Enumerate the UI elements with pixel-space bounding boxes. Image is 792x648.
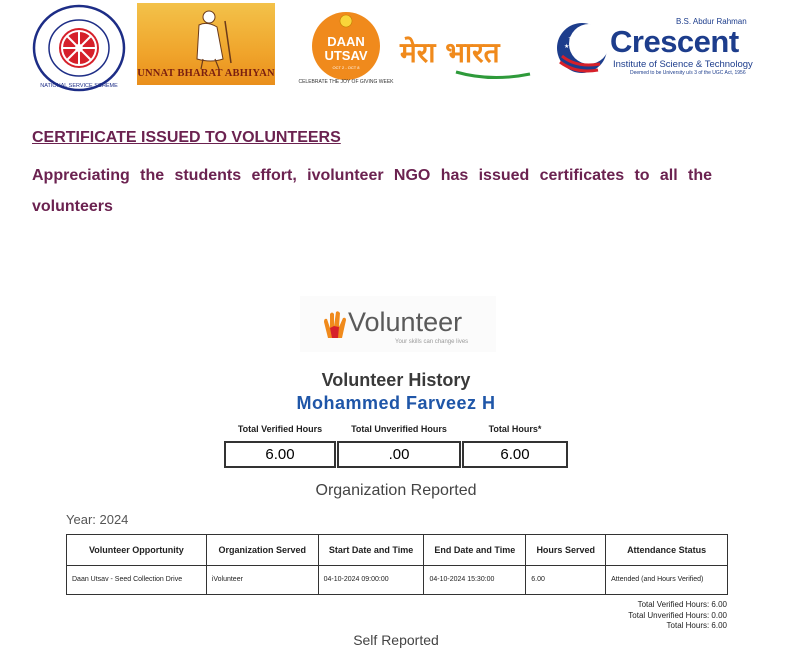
table-row bbox=[67, 566, 728, 595]
svg-text:★: ★ bbox=[571, 42, 576, 48]
history-table bbox=[66, 534, 728, 595]
total-hours-label: Total Hours* bbox=[488, 424, 542, 434]
daan-utsav-logo bbox=[298, 8, 394, 86]
volunteer-history-certificate bbox=[0, 280, 772, 648]
unverified-hours-label: Total Unverified Hours bbox=[351, 424, 447, 434]
ivolunteer-logo bbox=[300, 296, 496, 352]
mera-bharat-logo bbox=[396, 28, 536, 84]
table-cell: 6.00 bbox=[526, 566, 606, 595]
ivolunteer-logo-tagline: Your skills can change lives bbox=[395, 339, 469, 345]
table-cell: 04-10-2024 09:00:00 bbox=[318, 566, 424, 595]
crescent-subtitle: Institute of Science & Technology bbox=[613, 59, 753, 70]
volunteer-name: Mohammed Farveez H bbox=[296, 393, 496, 413]
table-header: Organization Served bbox=[206, 535, 318, 566]
certificate-title: Volunteer History bbox=[321, 370, 471, 390]
total-unverified-line: Total Unverified Hours: 0.00 bbox=[628, 610, 727, 620]
table-cell: iVolunteer bbox=[206, 566, 318, 595]
table-header: Hours Served bbox=[526, 535, 606, 566]
daan-dates: OCT 2 - OCT 8 bbox=[332, 65, 360, 70]
verified-hours-label: Total Verified Hours bbox=[237, 424, 323, 434]
table-header-row bbox=[67, 535, 728, 566]
crescent-subtitle-small: Deemed to be University u/s 3 of the UGC Act, 1956 bbox=[630, 70, 746, 76]
gandhi-figure-icon bbox=[137, 3, 275, 73]
table-header: Start Date and Time bbox=[318, 535, 424, 566]
total-hours-value: 6.00 bbox=[462, 441, 568, 468]
mera-bharat-text: मेरा भारत bbox=[400, 36, 500, 69]
total-verified-line: Total Verified Hours: 6.00 bbox=[637, 600, 727, 609]
svg-text:★: ★ bbox=[564, 43, 570, 50]
daan-line2: UTSAV bbox=[324, 48, 368, 63]
daan-ring-text: CELEBRATE THE JOY OF GIVING WEEK bbox=[298, 79, 394, 85]
table-cell: Daan Utsav - Seed Collection Drive bbox=[67, 566, 207, 595]
table-header: End Date and Time bbox=[424, 535, 526, 566]
hand-icon bbox=[320, 308, 350, 342]
unverified-hours-value: .00 bbox=[337, 441, 461, 468]
section-paragraph: Appreciating the students effort, ivolunteer NGO has issued certificates to all the volunteers bbox=[32, 167, 712, 215]
crescent-logo bbox=[556, 16, 764, 78]
self-reported-heading: Self Reported bbox=[353, 632, 439, 648]
totals-summary bbox=[628, 600, 727, 632]
table-header: Volunteer Opportunity bbox=[67, 535, 207, 566]
section-heading: CERTIFICATE ISSUED TO VOLUNTEERS bbox=[32, 129, 341, 146]
total-hours-line: Total Hours: 6.00 bbox=[666, 621, 727, 630]
nss-logo-text: NATIONAL SERVICE SCHEME bbox=[40, 83, 118, 89]
nss-logo bbox=[32, 4, 126, 92]
organization-reported-heading: Organization Reported bbox=[315, 482, 477, 499]
daan-line1: DAAN bbox=[327, 34, 365, 49]
table-cell: Attended (and Hours Verified) bbox=[606, 566, 728, 595]
logo-bar bbox=[0, 0, 772, 100]
table-header: Attendance Status bbox=[606, 535, 728, 566]
verified-hours-value: 6.00 bbox=[224, 441, 336, 468]
crescent-top-text: B.S. Abdur Rahman bbox=[676, 17, 747, 26]
ivolunteer-logo-word: Volunteer bbox=[348, 307, 463, 337]
unnat-bharat-abhiyan-logo bbox=[137, 3, 275, 85]
year-label: Year: 2024 bbox=[66, 512, 129, 527]
crescent-moon-icon bbox=[556, 16, 608, 78]
uba-logo-text: UNNAT BHARAT ABHIYAN bbox=[137, 68, 275, 79]
svg-text:★: ★ bbox=[568, 35, 574, 42]
crescent-name: Crescent bbox=[610, 24, 739, 59]
table-cell: 04-10-2024 15:30:00 bbox=[424, 566, 526, 595]
